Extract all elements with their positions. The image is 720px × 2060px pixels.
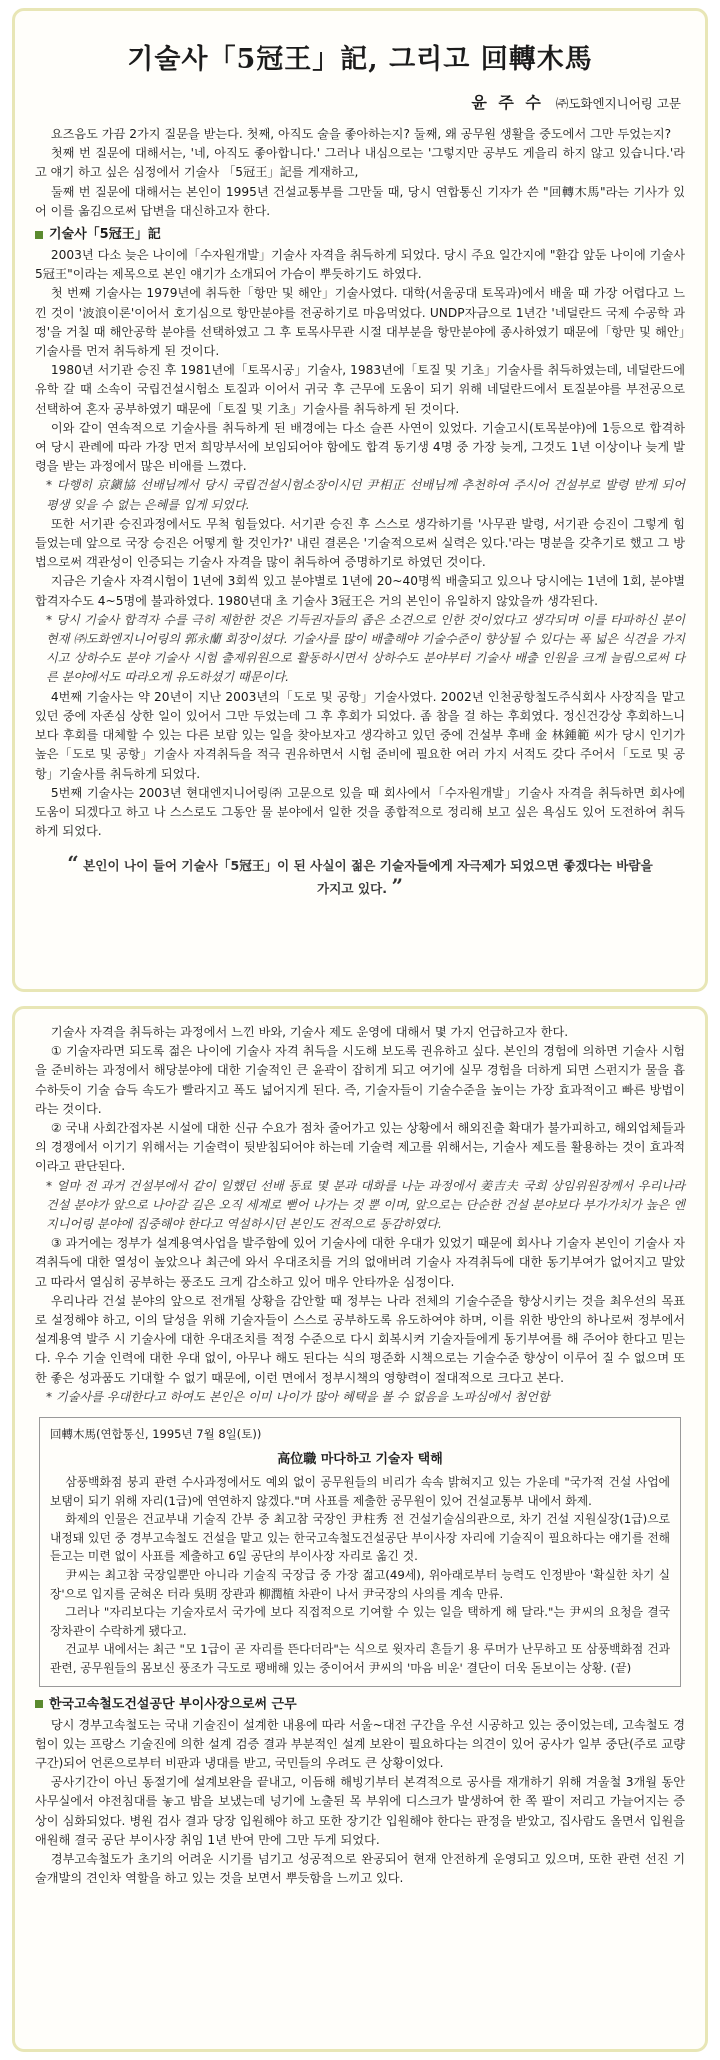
body-paragraph: 또한 서기관 승진과정에서도 무척 힘들었다. 서기관 승진 후 스스로 생각하기를 '사무관 발령, 서기관 승진이 그렇게 힘들었는데 앞으로 국장 승진은 어떻게 할 것인가?' 내린 결론은 '기술적으로써 실력은 있다.'라는 명분을 갖추기로 했고 그 방법으로써 객관성이 인증되는 기술사 자격을 많이 취득하여 증명하기로 하였던 것이다. — [35, 516, 685, 570]
clipping-title: 高位職 마다하고 기술자 택해 — [277, 1452, 443, 1468]
body-paragraph: ③ 과거에는 정부가 설계용역사업을 발주함에 있어 기술사에 대한 우대가 있었기 때문에 회사나 기술자 본인이 기술사 자격취득에 대한 열성이 높았으나 최근에 와서 우대조치를 거의 없애버려 기술사 자격취득에 대한 동기부여가 없어지고 말았고 따라서 열심히 공부하는 풍조도 크게 감소하고 있어 매우 안타까운 심정이다. — [35, 1236, 686, 1289]
article-frame-bottom — [12, 1006, 708, 2052]
body-paragraph: 경부고속철도가 초기의 어려운 시기를 넘기고 성공적으로 완공되어 현재 안전하게 운영되고 있으며, 또한 관련 선진 기술개발의 견인차 역할을 하고 있는 것을 보면서 뿌듯함을 느끼고 있다. — [35, 1852, 685, 1886]
pull-quote-text: 본인이 나이 들어 기술사「5冠王」이 된 사실이 젊은 기술자들에게 자극제가 되었으면 좋겠다는 바람을 가지고 있다. — [83, 858, 653, 897]
article-title: 기술사「5冠王」記, 그리고 回轉木馬 — [127, 44, 593, 75]
body-paragraph: 기술사 자격을 취득하는 과정에서 느낀 바와, 기술사 제도 운영에 대해서 몇 가지 언급하고자 한다. — [50, 1025, 569, 1039]
clipping-paragraph: 건교부 내에서는 최근 "모 1급이 곧 자리를 뜬다더라"는 식으로 윗자리 흔들기 용 루머가 난무하고 또 삼풍백화점 건과 관련, 공무원들의 몸보신 풍조가 극도로 팽배해 있는 중이어서 尹씨의 '마음 비운' 결단이 더욱 돋보이는 상황. (끝) — [50, 1642, 670, 1675]
clipping-paragraph: 그러나 "자리보다는 기술자로서 국가에 보다 직접적으로 기여할 수 있는 일을 택하게 해 달라."는 尹씨의 요청을 결국 장차관이 수락하게 됐다고. — [50, 1605, 670, 1638]
section-heading — [35, 1695, 685, 1714]
square-bullet-icon — [35, 231, 43, 239]
open-quote-icon: “ — [67, 851, 79, 876]
footnote: * 당시 기술사 합격자 수를 극히 제한한 것은 기득권자들의 좁은 소견으로 인한 것이었다고 생각되며 이를 타파하신 분이 현재 ㈜도화엔지니어링의 郭永蘭 회장이셨다. 기술사를 많이 배출해야 기술수준이 향상될 수 있다는 폭 넓은 식견을 가지시고 상하수도 분야 기술사 시험 출제위원으로 활동하시면서 상하수도 분야부터 기술사 배출 인원을 크게 늘림으로써 다른 분야에서도 따라오게 유도하셨기 때문이다. — [45, 612, 685, 685]
section-heading-text: 한국고속철도건설공단 부이사장으로써 근무 — [49, 1696, 297, 1712]
body-paragraph: 첫 번째 기술사는 1979년에 취득한「항만 및 해안」기술사였다. 대학(서울공대 토목과)에서 배울 때 가장 어렵다고 느낀 것이 '波浪이론'이어서 호기심으로 항만분야를 전공하기로 마음먹었다. UNDP자금으로 1년간 '네덜란드 국제 수공학 과정'을 거칠 때 해안공학 분야를 선택하였고 그 후 토목사무관 시절 대부분을 항만분야에 종사하였기 때문에「항만 및 해안」기술사를 먼저 취득하게 된 것이다. — [35, 286, 685, 359]
clipping-paragraph: 삼풍백화점 붕괴 관련 수사과정에서도 예외 없이 공무원들의 비리가 속속 밝혀지고 있는 가운데 "국가적 건설 사업에 보탬이 되기 위해 자리(1급)에 연연하지 않겠다."며 사표를 제출한 공무원이 있어 건설교통부 내에서 화제. — [50, 1475, 670, 1508]
clipping-paragraph: 화제의 인물은 건교부내 기술직 간부 중 최고참 국장인 尹柱秀 전 건설기술심의관으로, 차기 건설 지원실장(1급)으로 내정돼 있던 중 경부고속철도 건설을 맡고 있는 한국고속철도건설공단 부이사장 자리에 기술직이 필요하다는 얘기를 전해 듣고는 미련 없이 사표를 제출하고 6일 공단의 부이사장 자리로 옮긴 것. — [50, 1512, 670, 1564]
intro-paragraph: 요즈음도 가끔 2가지 질문을 받는다. 첫째, 아직도 술을 좋아하는지? 둘째, 왜 공무원 생활을 중도에서 그만 두었는지? — [50, 127, 672, 141]
footnote: * 기술사를 우대한다고 하여도 본인은 이미 나이가 많아 혜택을 볼 수 없음을 노파심에서 첨언함 — [45, 1389, 550, 1404]
body-paragraph: 1980년 서기관 승진 후 1981년에「토목시공」기술사, 1983년에「토질 및 기초」기술사를 취득하였는데, 네덜란드에 유학 갈 때 소속이 국립건설시험소 토질과 이어서 귀국 후 근무에 도움이 되기 위해 네덜란드에서 토질분야를 부전공으로 선택하여 혼자 공부하였기 때문에「토질 및 기초」기술사를 취득하게 된 것이다. — [35, 363, 685, 416]
body-paragraph: 4번째 기술사는 약 20년이 지난 2003년의「도로 및 공항」기술사였다. 2002년 인천공항철도주식회사 사장직을 맡고 있던 중에 자존심 상한 일이 있어서 그만 두었는데 그 후 후회가 되었다. 좀 참을 걸 하는 후회였다. 정신건강상 후회하느니 보다 후회를 대체할 수 있는 다른 보람 있는 일을 찾아보자고 생각하고 있던 중에 건설부 후배 金 林鍾範 씨가 당시 인기가 높은「도로 및 공항」기술사 자격취득을 적극 권유하면서 시험 준비에 필요한 여러 가지 서적도 갖다 주어서「도로 및 공항」기술사를 취득하게 되었다. — [35, 689, 685, 781]
body-paragraph: 5번째 기술사는 2003년 현대엔지니어링㈜ 고문으로 있을 때 회사에서「수자원개발」기술사 자격을 취득하면 회사에 도움이 되겠다고 하고 나 스스로도 그동안 물 분야에서 일한 것을 종합적으로 정리해 보고 싶은 욕심도 있어 도전하여 취득하게 되었다. — [35, 785, 685, 839]
author-affiliation: ㈜도화엔지니어링 고문 — [555, 96, 681, 111]
body-paragraph: ① 기술자라면 되도록 젊은 나이에 기술사 자격 취득을 시도해 보도록 권유하고 싶다. 본인의 경험에 의하면 기술사 시험을 준비하는 과정에서 해당분야에 대한 기술적인 큰 윤곽이 잡히게 되고 여기에 실무 경험을 더하게 되면 스펀지가 물을 흡수하듯이 기술 습득 속도가 빨라지고 폭도 넓어지게 된다. 즉, 기술자들이 기술수준을 높이는 가장 효과적이고 빠른 방법이라는 것이다. — [35, 1044, 685, 1116]
footnote: * 다행히 京鎭協 선배님께서 당시 국립건설시험소장이시던 尹相正 선배님께 추천하여 주시어 건설부로 발령 받게 되어 평생 잊을 수 없는 은혜를 입게 되었다. — [45, 478, 685, 512]
body-paragraph: 지금은 기술사 자격시험이 1년에 3회씩 있고 분야별로 1년에 20~40명씩 배출되고 있으나 당시에는 1년에 1회, 분야별 합격자수도 4~5명에 불과하였다. 1980년대 초 기술사 3冠王은 거의 본인이 유일하지 않았을까 생각된다. — [35, 574, 685, 608]
square-bullet-icon — [35, 1700, 43, 1708]
body-paragraph: ② 국내 사회간접자본 시설에 대한 신규 수요가 점차 줄어가고 있는 상황에서 해외진출 확대가 불가피하고, 해외업체들과의 경쟁에서 이기기 위해서는 기술력이 뒷받침되어야 하는데 기술력 제고를 위해서는, 기술사 제도를 활용하는 것이 효과적이라고 판단된다. — [35, 1121, 686, 1174]
pull-quote — [59, 853, 661, 899]
body-paragraph: 공사기간이 아닌 동절기에 설계보완을 끝내고, 이듬해 해빙기부터 본격적으로 공사를 재개하기 위해 겨울철 3개월 동안 사무실에서 야전침대를 놓고 밤을 보냈는데 넝기에 노출된 목 부위에 디스크가 발생하여 한 쪽 팔이 저리고 가늘어지는 증상이 심화되었다. 병원 검사 결과 당장 입원해야 하고 또한 장기간 입원해야 한다는 판정을 받았고, 집사람도 올면서 입원을 애원해 결국 공단 부이사장 취임 1년 반여 만에 그만 두게 되었다. — [35, 1775, 685, 1847]
intro-paragraph: 첫째 번 질문에 대해서는, '네, 아직도 좋아합니다.' 그러나 내심으로는 '그렇지만 공부도 게을리 하지 않고 있습니다.'라고 얘기 하고 싶은 심정에서 기술사 「5冠王」記를 게재하고, — [35, 146, 685, 180]
body-paragraph: 2003년 다소 늦은 나이에「수자원개발」기술사 자격을 취득하게 되었다. 당시 주요 일간지에 "환갑 앞둔 나이에 기술사 5冠王"이라는 제목으로 본인 얘기가 소개되어 가슴이 뿌듯하기도 하였다. — [35, 248, 685, 282]
footnote: * 얼마 전 과거 건설부에서 같이 일했던 선배 동료 몇 분과 대화를 나눈 과정에서 姜吉夫 국회 상임위원장께서 우리나라 건설 분야가 앞으로 나아갈 길은 오직 세계로 뻗어 나가는 것 뿐 이며, 앞으로는 단순한 건설 분야보다 부가가치가 높은 엔지니어링 분야에 집중해야 한다고 역설하시던 본인도 전적으로 동감하였다. — [45, 1178, 685, 1232]
body-paragraph: 우리나라 건설 분야의 앞으로 전개될 상황을 감안할 때 정부는 나라 전체의 기술수준을 향상시키는 것을 최우선의 목표로 설정해야 하고, 이의 달성을 위해 기술자들이 스스로 공부하도록 유도하여야 하며, 이를 위한 방안의 하나로써 정부에서 설계용역 발주 시 기술사에 대한 우대조치를 적정 수준으로 다시 회복시켜 기술자들에게 동기부여를 해 주어야 한다고 믿는다. 우수 기술 인력에 대한 우대 없이, 아무나 해도 된다는 식의 평준화 시책으로는 기술수준 향상이 이루어 질 수 없으며 또한 좋은 성과품도 기대할 수 없기 때문에, 이런 면에서 정부시책의 영향력이 절대적으로 크다고 본다. — [35, 1293, 685, 1385]
clipping-source: 回轉木馬(연합통신, 1995년 7월 8일(토)) — [50, 1427, 262, 1442]
body-paragraph: 이와 같이 연속적으로 기술사를 취득하게 된 배경에는 다소 슬픈 사연이 있었다. 기술고시(토목분야)에 1등으로 합격하여 당시 관례에 따라 가장 먼저 희망부서에 보임되어야 함에도 합격 동기생 4명 중 가장 늦게, 그것도 1년 이상이나 늦게 발령을 받는 과정에서 많은 비애를 느꼈다. — [35, 420, 685, 474]
body-paragraph: 당시 경부고속철도는 국내 기술진이 설계한 내용에 따라 서울~대전 구간을 우선 시공하고 있는 중이었는데, 고속철도 경험이 있는 프랑스 기술진에 의한 설계 검증 결과 부분적인 설계 보완이 필요하다는 의견이 있어 공사가 일부 중단(주로 교량 구간)되어 언론으로부터 비판과 냉대를 받고, 국민들의 우려도 큰 상황이었다. — [35, 1717, 685, 1770]
section-heading-text: 기술사「5冠王」記 — [49, 227, 161, 243]
news-clipping-box — [39, 1417, 681, 1687]
section-heading — [35, 225, 685, 244]
clipping-paragraph: 尹씨는 최고참 국장일뿐만 아니라 기술직 국장급 중 가장 젊고(49세), 위아래로부터 능력도 인정받아 '확실한 차기 실장'으로 입지를 굳혀온 터라 吳明 장관과 柳潤植 차관이 나서 尹국장의 사의를 계속 만류. — [50, 1568, 670, 1601]
article-frame-top — [12, 8, 708, 992]
byline — [35, 90, 681, 113]
intro-paragraph: 둘째 번 질문에 대해서는 본인이 1995년 건설교통부를 그만둘 때, 당시 연합통신 기자가 쓴 "回轉木馬"라는 기사가 있어 이를 옮김으로써 답변을 대신하고자 한다. — [35, 184, 685, 218]
author-name: 윤 주 수 — [471, 93, 544, 112]
close-quote-icon: ” — [391, 874, 403, 899]
